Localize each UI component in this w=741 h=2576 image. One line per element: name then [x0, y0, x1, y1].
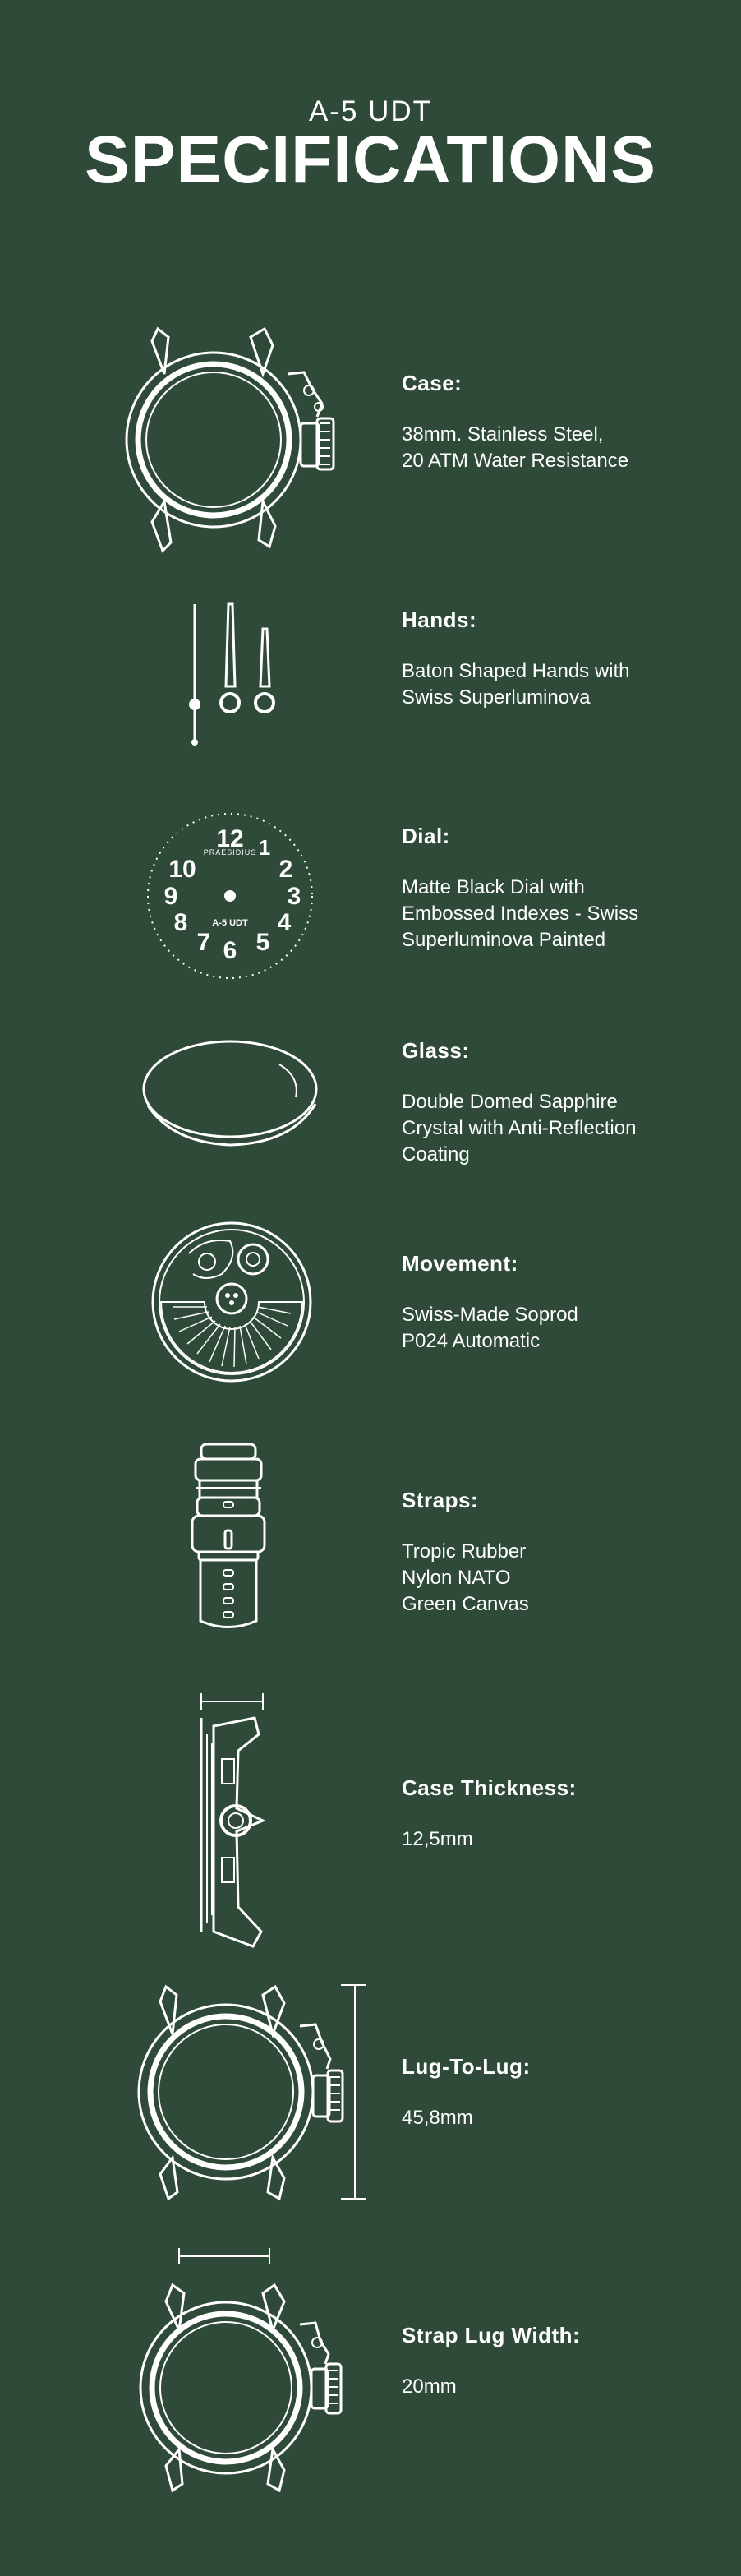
watch-dial-icon: [115, 806, 353, 986]
spec-line: Tropic Rubber: [402, 1540, 527, 1563]
watch-case-icon: [115, 325, 353, 547]
spec-label-case-thickness: Case Thickness:: [402, 1775, 577, 1800]
page-title: SPECIFICATIONS: [85, 122, 656, 197]
spec-line: Superluminova Painted: [402, 929, 606, 951]
dial-numeral-9: 9: [163, 883, 178, 910]
spec-label-dial: Dial:: [402, 824, 450, 848]
dial-numeral-8: 8: [173, 909, 188, 936]
spec-line: 20mm: [402, 2375, 457, 2398]
spec-line: Green Canvas: [402, 1593, 529, 1615]
dial-numeral-1: 1: [258, 835, 271, 860]
dial-numeral-2: 2: [278, 856, 293, 883]
spec-desc-case: [402, 422, 628, 474]
spec-line: 38mm. Stainless Steel,: [402, 423, 604, 445]
movement-icon: [115, 1216, 353, 1389]
lug-to-lug-icon: [115, 1977, 353, 2207]
spec-line: Embossed Indexes - Swiss: [402, 903, 639, 925]
spec-line: Nylon NATO: [402, 1567, 511, 1589]
watch-hands-icon: [115, 596, 353, 752]
spec-desc-case-thickness: [402, 1826, 473, 1853]
dial-numeral-6: 6: [223, 937, 237, 964]
dial-numeral-10: 10: [168, 856, 196, 883]
spec-line: Matte Black Dial with: [402, 876, 585, 898]
spec-line: Coating: [402, 1143, 470, 1166]
spec-label-strap-lug-width: Strap Lug Width:: [402, 2323, 581, 2347]
spec-label-glass: Glass:: [402, 1038, 470, 1063]
spec-line: Swiss Superluminova: [402, 686, 591, 709]
spec-label-straps: Straps:: [402, 1488, 479, 1512]
spec-label-movement: Movement:: [402, 1251, 518, 1276]
spec-desc-dial: [402, 875, 638, 953]
spec-line: Double Domed Sapphire: [402, 1091, 618, 1113]
dial-numeral-5: 5: [255, 929, 270, 956]
dial-numeral-7: 7: [196, 929, 211, 956]
spec-label-hands: Hands:: [402, 607, 477, 632]
spec-desc-glass: [402, 1089, 636, 1168]
spec-desc-movement: [402, 1302, 578, 1355]
case-side-profile-icon: [115, 1685, 353, 1948]
strap-lug-width-icon: [115, 2244, 353, 2507]
dial-numeral-3: 3: [287, 883, 301, 910]
spec-line: Swiss-Made Soprod: [402, 1304, 578, 1326]
spec-line: 20 ATM Water Resistance: [402, 450, 629, 472]
spec-desc-hands: [402, 658, 630, 711]
spec-label-case: Case:: [402, 371, 463, 395]
spec-desc-lug-to-lug: [402, 2105, 473, 2131]
spec-line: P024 Automatic: [402, 1330, 541, 1352]
spec-line: Crystal with Anti-Reflection: [402, 1117, 637, 1139]
sapphire-glass-icon: [115, 1032, 353, 1163]
dial-numeral-4: 4: [277, 909, 292, 936]
spec-line: Baton Shaped Hands with: [402, 660, 630, 682]
spec-line: 12,5mm: [402, 1828, 473, 1850]
dial-model: A-5 UDT: [212, 918, 248, 928]
dial-brand: PRAESIDIUS: [203, 848, 257, 856]
spec-label-lug-to-lug: Lug-To-Lug:: [402, 2054, 531, 2079]
spec-desc-straps: [402, 1539, 529, 1618]
spec-desc-strap-lug-width: [402, 2374, 457, 2400]
dial-numeral-12: 12: [216, 825, 244, 852]
strap-icon: [115, 1440, 353, 1654]
model-subtitle: A-5 UDT: [308, 95, 433, 127]
spec-line: 45,8mm: [402, 2107, 473, 2129]
